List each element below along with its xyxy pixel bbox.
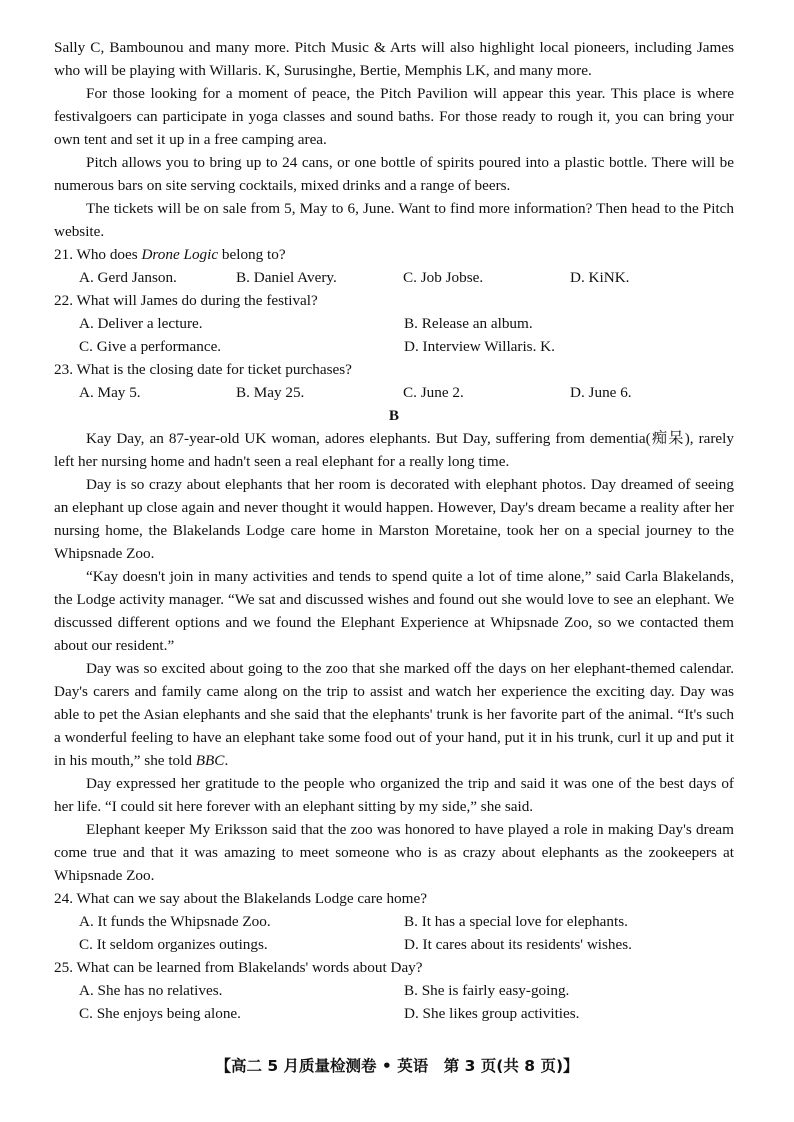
question-25-options-row-1	[54, 979, 734, 1002]
question-24-options-row-1	[54, 910, 734, 933]
question-25-stem: 25. What can be learned from Blakelands' words about Day?	[54, 959, 423, 976]
option-24-d[interactable]: D. It cares about its residents' wishes.	[404, 936, 632, 953]
passage-b-paragraph-6: Elephant keeper My Eriksson said that the zoo was honored to have played a role in making Day's dream come true and that it was amazing to meet someone who is as crazy about elephants as the zookeepers at Whipsnade Zoo.	[54, 821, 734, 884]
option-23-a[interactable]: A. May 5.	[79, 384, 141, 401]
option-22-a[interactable]: A. Deliver a lecture.	[79, 315, 203, 332]
passage-b-paragraph-5: Day expressed her gratitude to the people who organized the trip and said it was one of the best days of her life. “I could sit here forever with an elephant sitting by my side,” she said.	[54, 775, 734, 815]
option-23-d[interactable]: D. June 6.	[570, 384, 632, 401]
question-21-suffix: belong to?	[218, 246, 286, 263]
option-23-b[interactable]: B. May 25.	[236, 384, 305, 401]
option-23-c[interactable]: C. June 2.	[403, 384, 464, 401]
passage-b-paragraph-4: Day was so excited about going to the zoo that she marked off the days on her elephant-themed calendar. Day's carers and family came along on the trip to assist and watch her experience the exciting day. Day was able to pet the Asian elephants and she said that the elephants' trunk is her favorite part of the animal. “It's such a wonderful feeling to have an elephant take some food out of your hand, put it in his trunk, curl it up and put it in his mouth,” she told BBC.	[54, 660, 734, 769]
option-22-d[interactable]: D. Interview Willaris. K.	[404, 338, 555, 355]
question-23-stem: 23. What is the closing date for ticket purchases?	[54, 361, 352, 378]
bbc-source: BBC	[195, 752, 225, 769]
question-21-stem	[54, 243, 734, 266]
option-22-b[interactable]: B. Release an album.	[404, 315, 533, 332]
passage-a-paragraph-3: Pitch allows you to bring up to 24 cans, or one bottle of spirits poured into a plastic bottle. There will be numerous bars on site serving cocktails, mixed drinks and a range of beers.	[54, 154, 734, 194]
section-b-heading: B	[388, 407, 400, 424]
option-22-c[interactable]: C. Give a performance.	[79, 338, 222, 355]
question-21-prefix: 21. Who does	[54, 246, 142, 263]
passage-b-paragraph-3: “Kay doesn't join in many activities and tends to spend quite a lot of time alone,” said Carla Blakelands, the Lodge activity manager. “We sat and discussed wishes and found out she would love to see an elephant. We discussed different options and we found the Elephant Experience at Whipsnade Zoo, so we contacted them about our resident.”	[54, 568, 734, 654]
question-22-stem: 22. What will James do during the festival?	[54, 292, 318, 309]
question-22-options-row-1	[54, 312, 734, 335]
passage-a-paragraph-1: Sally C, Bambounou and many more. Pitch Music & Arts will also highlight local pioneers, including James who will be playing with Willaris. K, Surusinghe, Bertie, Memphis LK, and many more.	[54, 39, 734, 79]
page-footer: 【高二 5 月质量检测卷 • 英语 第 3 页(共 8 页)】	[215, 1057, 579, 1075]
question-24-stem: 24. What can we say about the Blakelands Lodge care home?	[54, 890, 427, 907]
option-24-b[interactable]: B. It has a special love for elephants.	[404, 913, 628, 930]
question-21-options	[54, 266, 734, 289]
option-25-a[interactable]: A. She has no relatives.	[79, 982, 223, 999]
page-body	[54, 36, 734, 1025]
passage-a-paragraph-4: The tickets will be on sale from 5, May to 6, June. Want to find more information? Then head to the Pitch website.	[54, 200, 734, 240]
option-21-d[interactable]: D. KiNK.	[570, 269, 630, 286]
option-24-c[interactable]: C. It seldom organizes outings.	[79, 936, 268, 953]
question-22-options-row-2	[54, 335, 734, 358]
option-21-b[interactable]: B. Daniel Avery.	[236, 269, 337, 286]
question-25-options-row-2	[54, 1002, 734, 1025]
passage-a-paragraph-2: For those looking for a moment of peace, the Pitch Pavilion will appear this year. This place is where festivalgoers can participate in yoga classes and sound baths. For those ready to rough it, you can bring your own tent and set it up in a free camping area.	[54, 85, 734, 148]
option-21-a[interactable]: A. Gerd Janson.	[79, 269, 177, 286]
passage-b-paragraph-4-text: Day was so excited about going to the zoo that she marked off the days on her elephant-themed calendar. Day's carers and family came along on the trip to assist and watch her experience the exciting day. Day was able to pet the Asian elephants and she said that the elephants' trunk is her favorite part of the animal. “It's such a wonderful feeling to have an elephant take some food out of your hand, put it in his trunk, curl it up and put it in his mouth,” she told	[54, 660, 734, 769]
question-23-options	[54, 381, 734, 404]
option-24-a[interactable]: A. It funds the Whipsnade Zoo.	[79, 913, 271, 930]
option-25-c[interactable]: C. She enjoys being alone.	[79, 1005, 241, 1022]
passage-b-paragraph-2: Day is so crazy about elephants that her room is decorated with elephant photos. Day dreamed of seeing an elephant up close again and never thought it would happen. However, Day's dream became a reality after her nursing home, the Blakelands Lodge care home in Marston Moretaine, took her on a special journey to the Whipsnade Zoo.	[54, 476, 734, 562]
question-24-options-row-2	[54, 933, 734, 956]
question-21-title: Drone Logic	[141, 246, 219, 263]
option-25-d[interactable]: D. She likes group activities.	[404, 1005, 580, 1022]
option-21-c[interactable]: C. Job Jobse.	[403, 269, 484, 286]
option-25-b[interactable]: B. She is fairly easy-going.	[404, 982, 570, 999]
passage-b-paragraph-1: Kay Day, an 87-year-old UK woman, adores elephants. But Day, suffering from dementia(痴呆), rarely left her nursing home and hadn't seen a real elephant for a really long time.	[54, 430, 734, 470]
